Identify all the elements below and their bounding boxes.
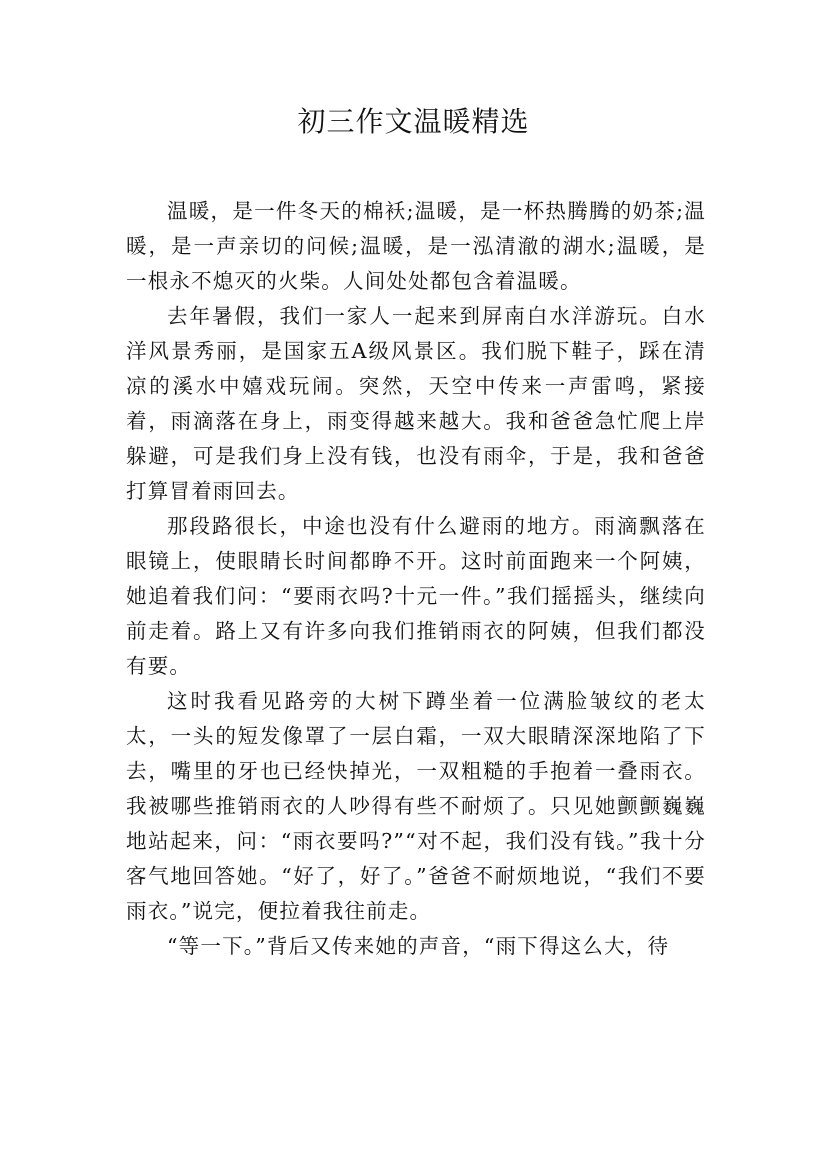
- paragraph: 去年暑假，我们一家人一起来到屏南白水洋游玩。白水洋风景秀丽，是国家五A级风景区。我们脱下鞋子，踩在清凉的溪水中嬉戏玩闹。突然，天空中传来一声雷鸣，紧接着，雨滴落在身上，雨变得越来越大。我和爸爸急忙爬上岸躲避，可是我们身上没有钱，也没有雨伞，于是，我和爸爸打算冒着雨回去。: [126, 304, 706, 503]
- paragraph: 温暖，是一件冬天的棉袄;温暖，是一杯热腾腾的奶茶;温暖，是一声亲切的问候;温暖，是一泓清澈的湖水;温暖，是一根永不熄灭的火柴。人间处处都包含着温暖。: [126, 199, 706, 293]
- document-body: [126, 194, 706, 964]
- document-title: 初三作文温暖精选: [297, 105, 530, 138]
- paragraph: 这时我看见路旁的大树下蹲坐着一位满脸皱纹的老太太，一头的短发像罩了一层白霜，一双大眼睛深深地陷了下去，嘴里的牙也已经快掉光，一双粗糙的手抱着一叠雨衣。我被哪些推销雨衣的人吵得有些不耐烦了。只见她颤颤巍巍地站起来，问：“雨衣要吗?”“对不起，我们没有钱。”我十分客气地回答她。“好了，好了。”爸爸不耐烦地说，“我们不要雨衣。”说完，便拉着我往前走。: [126, 689, 706, 923]
- paragraph: 那段路很长，中途也没有什么避雨的地方。雨滴飘落在眼镜上，使眼睛长时间都睁不开。这时前面跑来一个阿姨，她追着我们问：“要雨衣吗?十元一件。”我们摇摇头，继续向前走着。路上又有许多向我们推销雨衣的阿姨，但我们都没有要。: [126, 514, 706, 678]
- paragraph: “等一下。”背后又传来她的声音，“雨下得这么大，待: [167, 934, 670, 958]
